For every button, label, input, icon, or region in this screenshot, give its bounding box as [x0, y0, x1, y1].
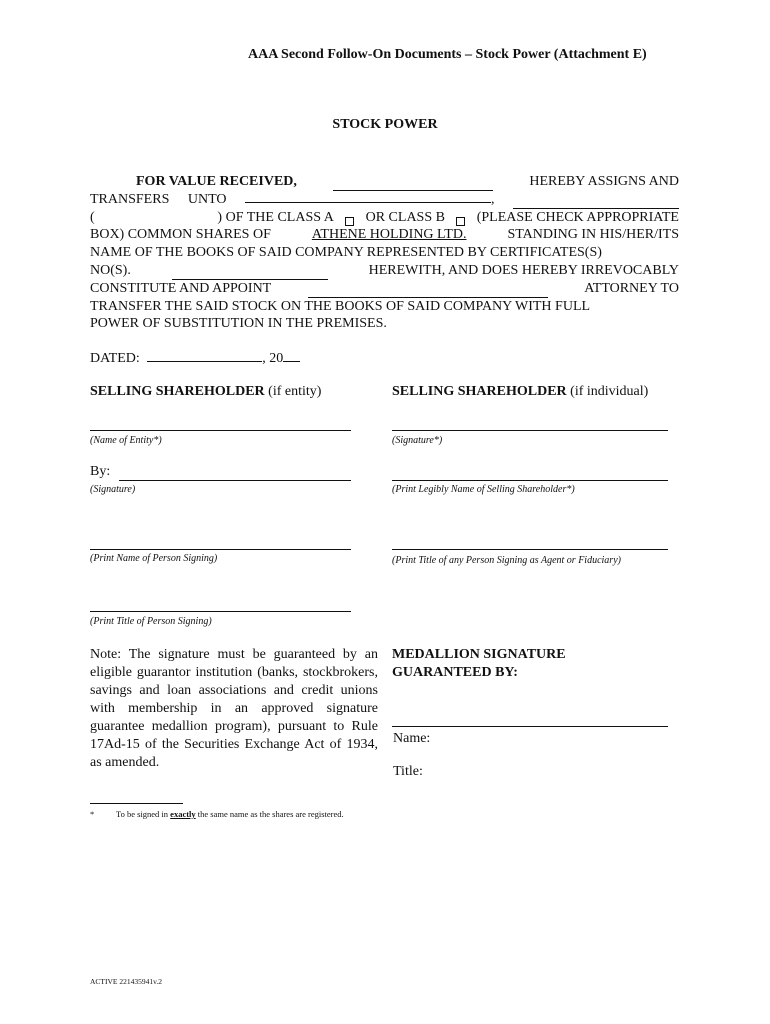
person-title-caption: (Print Title of Person Signing)	[90, 616, 212, 627]
medallion-title-label: Title:	[393, 764, 423, 779]
entity-heading-suffix: (if entity)	[268, 384, 322, 399]
person-name-line[interactable]	[90, 549, 351, 550]
individual-name-caption: (Print Legibly Name of Selling Shareholder*)	[392, 484, 575, 495]
guarantee-note: Note: The signature must be guaranteed by an eligible guarantor institution (banks, stockbrokers, savings and loan associations and credit unions with membership in an approved signature guarantee medallion program), pursuant to Rule 17Ad-15 of the Securities Exchange Act of 1934, as amended.	[90, 647, 378, 770]
document-id-footer: ACTIVE 221435941v.2	[90, 977, 163, 986]
attorney-blank[interactable]	[308, 285, 548, 298]
standing-text: STANDING IN HIS/HER/ITS	[507, 227, 679, 243]
agent-title-line[interactable]	[392, 549, 668, 550]
stock-power-paragraph	[90, 173, 679, 333]
for-value-received: FOR VALUE RECEIVED,	[136, 174, 297, 189]
individual-signature-caption: (Signature*)	[392, 435, 443, 446]
substitution-text: POWER OF SUBSTITUTION IN THE PREMISES.	[90, 316, 387, 332]
footnote-mark: *	[90, 809, 95, 819]
footnote-pre: To be signed in	[115, 809, 169, 819]
individual-heading-suffix: (if individual)	[570, 384, 649, 399]
individual-heading: SELLING SHAREHOLDER	[392, 384, 567, 399]
class-b-text: OR CLASS B	[365, 209, 445, 225]
individual-signature-line[interactable]	[392, 430, 668, 431]
unto-text: UNTO	[187, 191, 227, 207]
medallion-name-label: Name:	[393, 731, 431, 746]
person-title-line[interactable]	[90, 611, 351, 612]
date-blank[interactable]	[147, 349, 262, 362]
class-b-checkbox[interactable]	[456, 217, 465, 226]
individual-name-line[interactable]	[392, 480, 668, 481]
footnote-rule	[90, 803, 183, 804]
transferee-blank[interactable]	[245, 190, 491, 203]
dated-label: DATED:	[90, 351, 140, 366]
hereby-assigns-text: HEREBY ASSIGNS AND	[529, 174, 679, 189]
transfers-text: TRANSFERS	[90, 191, 170, 207]
dated-line	[90, 349, 300, 367]
left-column-heading	[90, 384, 321, 400]
certificates-text: NAME OF THE BOOKS OF SAID COMPANY REPRESENTED BY CERTIFICATES(S)	[90, 245, 602, 261]
class-a-text: ) OF THE CLASS A	[217, 209, 334, 225]
common-shares-text: BOX) COMMON SHARES OF	[90, 227, 271, 243]
entity-name-line[interactable]	[90, 430, 351, 431]
attorney-to-text: ATTORNEY TO	[584, 280, 679, 296]
entity-name-caption: (Name of Entity*)	[90, 435, 162, 446]
by-row	[90, 464, 110, 480]
nos-text: NO(S).	[90, 262, 131, 278]
comma: ,	[491, 191, 495, 207]
year-prefix: , 20	[262, 351, 284, 366]
herewith-text: HEREWITH, AND DOES HEREBY IRREVOCABLY	[368, 262, 679, 278]
footnote-emphasis: exactly	[170, 809, 196, 819]
class-a-checkbox[interactable]	[345, 217, 354, 226]
year-blank[interactable]	[283, 349, 300, 362]
check-appropriate-text: (PLEASE CHECK APPROPRIATE	[476, 209, 679, 225]
entity-signature-caption: (Signature)	[90, 484, 136, 495]
constitute-text: CONSTITUTE AND APPOINT	[90, 280, 272, 296]
company-name: ATHENE HOLDING LTD.	[311, 227, 467, 243]
page-header: AAA Second Follow-On Documents – Stock Power (Attachment E)	[248, 47, 647, 62]
document-title: STOCK POWER	[332, 117, 438, 132]
medallion-signature-line[interactable]	[392, 726, 668, 727]
certificate-number-blank[interactable]	[172, 267, 328, 280]
entity-heading: SELLING SHAREHOLDER	[90, 384, 265, 399]
footnote	[90, 809, 344, 819]
transferee-address-blank[interactable]	[513, 196, 679, 209]
agent-title-caption: (Print Title of any Person Signing as Agent or Fiduciary)	[392, 555, 621, 566]
right-column-heading	[392, 384, 648, 400]
person-name-caption: (Print Name of Person Signing)	[90, 553, 218, 564]
entity-signature-line[interactable]	[119, 480, 351, 481]
by-label: By:	[90, 464, 111, 479]
medallion-line-2: GUARANTEED BY:	[392, 665, 518, 680]
medallion-heading	[392, 646, 566, 682]
medallion-line-1: MEDALLION SIGNATURE	[392, 647, 566, 662]
transfer-text: TRANSFER THE SAID STOCK ON THE BOOKS OF SAID COMPANY WITH FULL	[90, 298, 591, 314]
footnote-post: the same name as the shares are registered.	[197, 809, 344, 819]
open-paren: (	[90, 209, 95, 225]
